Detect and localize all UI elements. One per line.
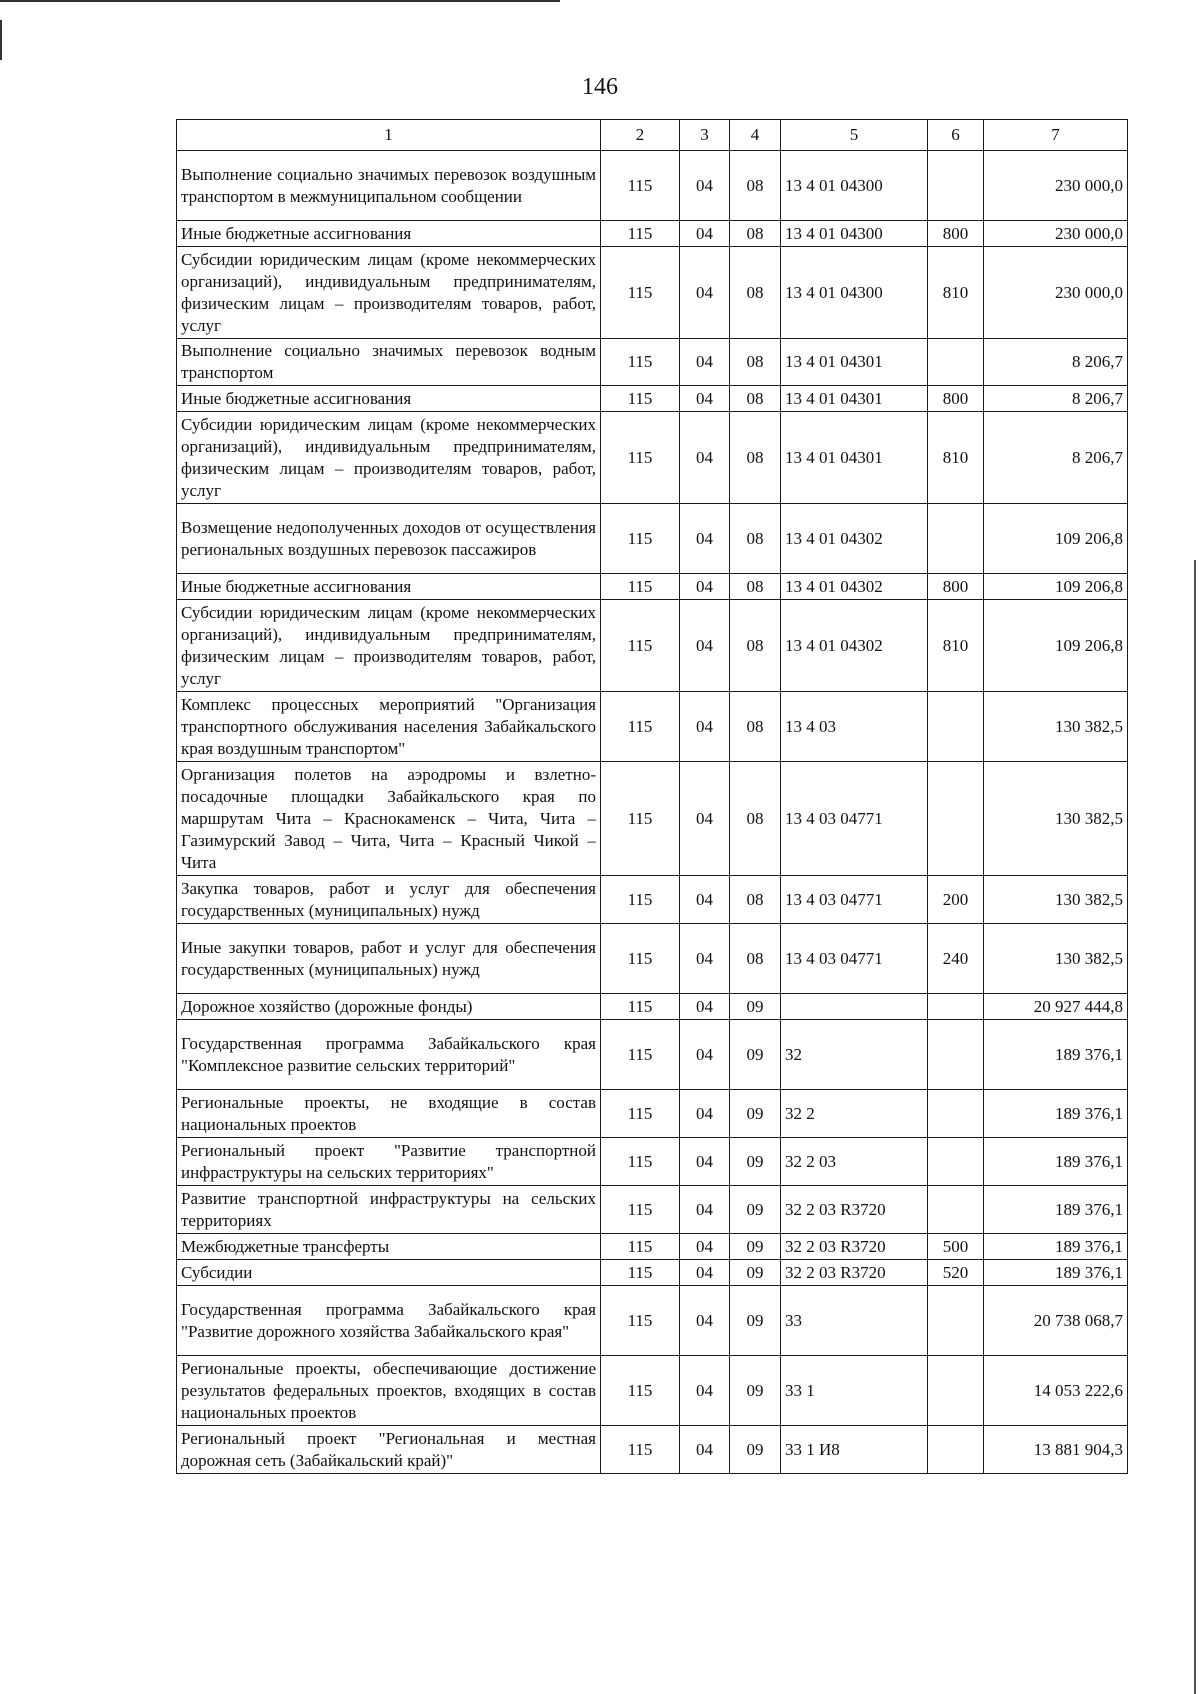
section-code-cell: 04 [680,1356,730,1426]
admin-code-cell: 115 [601,574,680,600]
expense-type-cell [928,762,984,876]
table-row [177,574,1128,600]
target-article-cell: 13 4 01 04301 [781,386,928,412]
header-cell: 1 [177,120,601,151]
target-article-cell: 13 4 01 04302 [781,600,928,692]
amount-cell: 20 738 068,7 [984,1286,1128,1356]
section-code-cell: 04 [680,1138,730,1186]
admin-code-cell: 115 [601,762,680,876]
section-code-cell: 04 [680,600,730,692]
section-code-cell: 04 [680,221,730,247]
subsection-code-cell: 08 [730,412,781,504]
subsection-code-cell: 08 [730,247,781,339]
scan-edge-left [0,20,2,60]
section-code-cell: 04 [680,339,730,386]
subsection-code-cell: 08 [730,221,781,247]
table-row [177,1260,1128,1286]
row-name-cell: Комплекс процессных мероприятий "Организация транспортного обслуживания населения Забайкальского края воздушным транспортом" [177,692,601,762]
row-name-cell: Региональные проекты, не входящие в состав национальных проектов [177,1090,601,1138]
admin-code-cell: 115 [601,600,680,692]
header-cell: 7 [984,120,1128,151]
table-row [177,692,1128,762]
amount-cell: 189 376,1 [984,1138,1128,1186]
subsection-code-cell: 08 [730,876,781,924]
subsection-code-cell: 09 [730,1426,781,1474]
target-article-cell [781,994,928,1020]
expense-type-cell [928,692,984,762]
amount-cell: 230 000,0 [984,221,1128,247]
table-row [177,339,1128,386]
table-row [177,412,1128,504]
expense-type-cell: 240 [928,924,984,994]
header-cell: 3 [680,120,730,151]
expense-type-cell [928,1426,984,1474]
amount-cell: 130 382,5 [984,692,1128,762]
row-name-cell: Региональные проекты, обеспечивающие достижение результатов федеральных проектов, входящих в состав национальных проектов [177,1356,601,1426]
subsection-code-cell: 08 [730,339,781,386]
admin-code-cell: 115 [601,1020,680,1090]
amount-cell: 14 053 222,6 [984,1356,1128,1426]
subsection-code-cell: 08 [730,692,781,762]
admin-code-cell: 115 [601,994,680,1020]
subsection-code-cell: 09 [730,1286,781,1356]
row-name-cell: Иные бюджетные ассигнования [177,386,601,412]
table-row [177,504,1128,574]
target-article-cell: 32 [781,1020,928,1090]
subsection-code-cell: 09 [730,1260,781,1286]
row-name-cell: Организация полетов на аэродромы и взлетно-посадочные площадки Забайкальского края по маршрутам Чита – Краснокаменск – Чита, Чита – Газимурский Завод – Чита, Чита – Красный Чикой – Чита [177,762,601,876]
admin-code-cell: 115 [601,386,680,412]
section-code-cell: 04 [680,1020,730,1090]
section-code-cell: 04 [680,1260,730,1286]
target-article-cell: 33 1 И8 [781,1426,928,1474]
row-name-cell: Региональный проект "Региональная и местная дорожная сеть (Забайкальский край)" [177,1426,601,1474]
row-name-cell: Субсидии юридическим лицам (кроме некоммерческих организаций), индивидуальным предпринимателям, физическим лицам – производителям товаров, работ, услуг [177,247,601,339]
target-article-cell: 32 2 03 R3720 [781,1186,928,1234]
target-article-cell: 13 4 01 04300 [781,247,928,339]
subsection-code-cell: 09 [730,1020,781,1090]
target-article-cell: 32 2 03 [781,1138,928,1186]
admin-code-cell: 115 [601,247,680,339]
target-article-cell: 13 4 01 04302 [781,504,928,574]
expense-type-cell: 810 [928,600,984,692]
section-code-cell: 04 [680,1426,730,1474]
expense-type-cell [928,1186,984,1234]
admin-code-cell: 115 [601,1186,680,1234]
expense-type-cell [928,1286,984,1356]
amount-cell: 230 000,0 [984,247,1128,339]
expense-type-cell [928,504,984,574]
admin-code-cell: 115 [601,1426,680,1474]
expense-type-cell [928,1020,984,1090]
amount-cell: 8 206,7 [984,412,1128,504]
subsection-code-cell: 08 [730,386,781,412]
target-article-cell: 32 2 [781,1090,928,1138]
target-article-cell: 13 4 01 04300 [781,221,928,247]
section-code-cell: 04 [680,247,730,339]
row-name-cell: Возмещение недополученных доходов от осуществления региональных воздушных перевозок пассажиров [177,504,601,574]
subsection-code-cell: 09 [730,1090,781,1138]
table-row [177,924,1128,994]
admin-code-cell: 115 [601,412,680,504]
target-article-cell: 13 4 01 04301 [781,339,928,386]
table-row [177,1286,1128,1356]
subsection-code-cell: 09 [730,1138,781,1186]
subsection-code-cell: 08 [730,924,781,994]
amount-cell: 189 376,1 [984,1090,1128,1138]
expense-type-cell: 810 [928,247,984,339]
amount-cell: 20 927 444,8 [984,994,1128,1020]
row-name-cell: Закупка товаров, работ и услуг для обеспечения государственных (муниципальных) нужд [177,876,601,924]
table-row [177,1020,1128,1090]
subsection-code-cell: 09 [730,1356,781,1426]
table-row [177,876,1128,924]
admin-code-cell: 115 [601,1234,680,1260]
amount-cell: 230 000,0 [984,151,1128,221]
subsection-code-cell: 08 [730,151,781,221]
admin-code-cell: 115 [601,1138,680,1186]
target-article-cell: 13 4 03 04771 [781,876,928,924]
table-row [177,1234,1128,1260]
admin-code-cell: 115 [601,151,680,221]
section-code-cell: 04 [680,386,730,412]
amount-cell: 130 382,5 [984,876,1128,924]
amount-cell: 130 382,5 [984,924,1128,994]
row-name-cell: Региональный проект "Развитие транспортной инфраструктуры на сельских территориях" [177,1138,601,1186]
table-row [177,1356,1128,1426]
target-article-cell: 32 2 03 R3720 [781,1260,928,1286]
admin-code-cell: 115 [601,339,680,386]
section-code-cell: 04 [680,994,730,1020]
admin-code-cell: 115 [601,1090,680,1138]
subsection-code-cell: 08 [730,762,781,876]
row-name-cell: Субсидии [177,1260,601,1286]
table-row [177,247,1128,339]
row-name-cell: Субсидии юридическим лицам (кроме некоммерческих организаций), индивидуальным предпринимателям, физическим лицам – производителям товаров, работ, услуг [177,412,601,504]
expense-type-cell: 800 [928,574,984,600]
table-row [177,151,1128,221]
budget-table [176,119,1128,1474]
table-row [177,600,1128,692]
table-row [177,221,1128,247]
table-header-row [177,120,1128,151]
admin-code-cell: 115 [601,692,680,762]
admin-code-cell: 115 [601,876,680,924]
section-code-cell: 04 [680,762,730,876]
table-row [177,994,1128,1020]
expense-type-cell [928,339,984,386]
subsection-code-cell: 08 [730,574,781,600]
header-cell: 4 [730,120,781,151]
header-cell: 6 [928,120,984,151]
row-name-cell: Субсидии юридическим лицам (кроме некоммерческих организаций), индивидуальным предпринимателям, физическим лицам – производителям товаров, работ, услуг [177,600,601,692]
row-name-cell: Межбюджетные трансферты [177,1234,601,1260]
target-article-cell: 13 4 03 04771 [781,762,928,876]
expense-type-cell: 800 [928,221,984,247]
admin-code-cell: 115 [601,1286,680,1356]
amount-cell: 13 881 904,3 [984,1426,1128,1474]
section-code-cell: 04 [680,876,730,924]
header-cell: 5 [781,120,928,151]
expense-type-cell: 810 [928,412,984,504]
expense-type-cell [928,1138,984,1186]
section-code-cell: 04 [680,692,730,762]
expense-type-cell: 500 [928,1234,984,1260]
subsection-code-cell: 08 [730,504,781,574]
table-row [177,762,1128,876]
expense-type-cell: 520 [928,1260,984,1286]
expense-type-cell [928,151,984,221]
section-code-cell: 04 [680,412,730,504]
amount-cell: 130 382,5 [984,762,1128,876]
target-article-cell: 13 4 01 04300 [781,151,928,221]
row-name-cell: Дорожное хозяйство (дорожные фонды) [177,994,601,1020]
row-name-cell: Иные закупки товаров, работ и услуг для обеспечения государственных (муниципальных) нужд [177,924,601,994]
target-article-cell: 13 4 03 04771 [781,924,928,994]
row-name-cell: Выполнение социально значимых перевозок воздушным транспортом в межмуниципальном сообщении [177,151,601,221]
scan-edge-right [1194,560,1196,1694]
target-article-cell: 13 4 03 [781,692,928,762]
section-code-cell: 04 [680,1286,730,1356]
target-article-cell: 33 [781,1286,928,1356]
row-name-cell: Государственная программа Забайкальского края "Развитие дорожного хозяйства Забайкальского края" [177,1286,601,1356]
target-article-cell: 13 4 01 04301 [781,412,928,504]
section-code-cell: 04 [680,1186,730,1234]
amount-cell: 109 206,8 [984,600,1128,692]
target-article-cell: 32 2 03 R3720 [781,1234,928,1260]
subsection-code-cell: 09 [730,1186,781,1234]
subsection-code-cell: 09 [730,1234,781,1260]
section-code-cell: 04 [680,1234,730,1260]
expense-type-cell [928,994,984,1020]
subsection-code-cell: 08 [730,600,781,692]
target-article-cell: 13 4 01 04302 [781,574,928,600]
expense-type-cell: 200 [928,876,984,924]
expense-type-cell: 800 [928,386,984,412]
subsection-code-cell: 09 [730,994,781,1020]
row-name-cell: Выполнение социально значимых перевозок водным транспортом [177,339,601,386]
admin-code-cell: 115 [601,504,680,574]
admin-code-cell: 115 [601,1260,680,1286]
amount-cell: 189 376,1 [984,1020,1128,1090]
amount-cell: 189 376,1 [984,1186,1128,1234]
amount-cell: 189 376,1 [984,1234,1128,1260]
target-article-cell: 33 1 [781,1356,928,1426]
admin-code-cell: 115 [601,221,680,247]
expense-type-cell [928,1090,984,1138]
amount-cell: 8 206,7 [984,339,1128,386]
section-code-cell: 04 [680,574,730,600]
table-row [177,386,1128,412]
row-name-cell: Государственная программа Забайкальского края "Комплексное развитие сельских территорий" [177,1020,601,1090]
admin-code-cell: 115 [601,1356,680,1426]
section-code-cell: 04 [680,1090,730,1138]
row-name-cell: Развитие транспортной инфраструктуры на сельских территориях [177,1186,601,1234]
row-name-cell: Иные бюджетные ассигнования [177,221,601,247]
admin-code-cell: 115 [601,924,680,994]
table-row [177,1138,1128,1186]
section-code-cell: 04 [680,924,730,994]
scan-edge-top [0,0,560,2]
amount-cell: 109 206,8 [984,504,1128,574]
table-row [177,1090,1128,1138]
table-row [177,1186,1128,1234]
section-code-cell: 04 [680,504,730,574]
header-cell: 2 [601,120,680,151]
table-row [177,1426,1128,1474]
section-code-cell: 04 [680,151,730,221]
page-number: 146 [582,74,618,100]
amount-cell: 109 206,8 [984,574,1128,600]
row-name-cell: Иные бюджетные ассигнования [177,574,601,600]
amount-cell: 189 376,1 [984,1260,1128,1286]
amount-cell: 8 206,7 [984,386,1128,412]
expense-type-cell [928,1356,984,1426]
